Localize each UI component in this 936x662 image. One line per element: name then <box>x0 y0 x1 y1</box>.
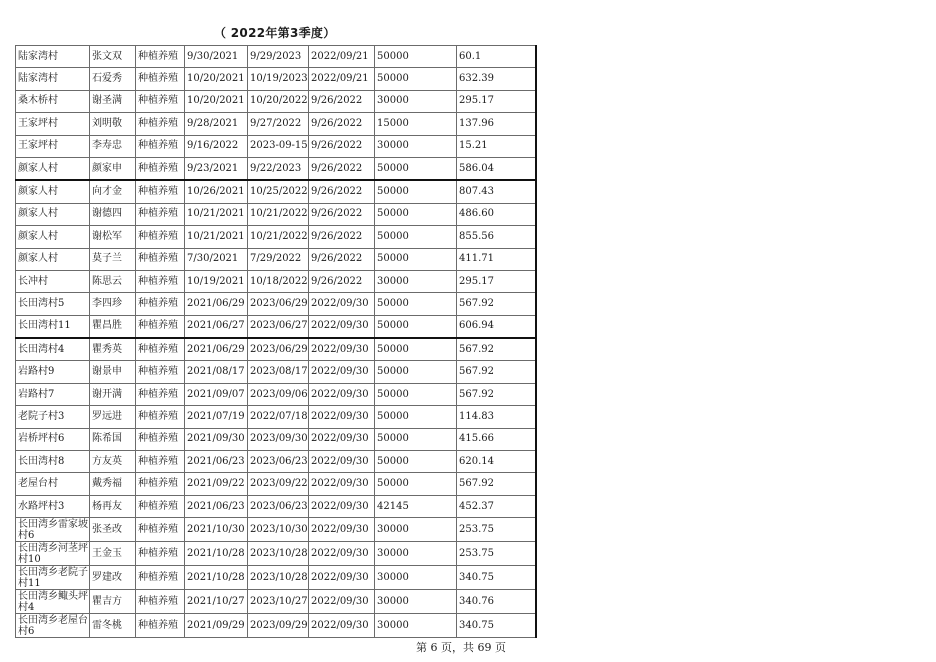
interest-cell: 586.04 <box>457 157 536 180</box>
interest-cell: 620.14 <box>457 451 536 473</box>
start-date-cell: 2021/09/22 <box>185 473 248 495</box>
table-row <box>16 68 536 90</box>
village-cell: 长田湾乡河茎坪村10 <box>16 542 90 566</box>
start-date-cell: 10/21/2021 <box>185 203 248 225</box>
table-row <box>16 157 536 180</box>
end-date-cell: 2023-09-15 <box>248 135 309 157</box>
interest-cell: 567.92 <box>457 383 536 405</box>
report-date-cell: 9/26/2022 <box>309 90 375 112</box>
table-row <box>16 473 536 495</box>
purpose-cell: 种植养殖 <box>136 338 185 361</box>
name-cell: 张文双 <box>90 46 136 68</box>
end-date-cell: 10/19/2023 <box>248 68 309 90</box>
village-cell: 颜家人村 <box>16 203 90 225</box>
amount-cell: 50000 <box>375 361 457 383</box>
start-date-cell: 9/28/2021 <box>185 113 248 135</box>
report-date-cell: 9/26/2022 <box>309 113 375 135</box>
purpose-cell: 种植养殖 <box>136 566 185 590</box>
village-cell: 颜家人村 <box>16 248 90 270</box>
interest-cell: 415.66 <box>457 428 536 450</box>
village-cell: 长田湾乡雷家坡村6 <box>16 518 90 542</box>
end-date-cell: 2023/09/30 <box>248 428 309 450</box>
start-date-cell: 2021/10/28 <box>185 542 248 566</box>
report-date-cell: 2022/09/30 <box>309 495 375 517</box>
end-date-cell: 2023/06/23 <box>248 451 309 473</box>
table-row <box>16 270 536 292</box>
report-date-cell: 9/26/2022 <box>309 226 375 248</box>
village-cell: 王家坪村 <box>16 135 90 157</box>
interest-cell: 486.60 <box>457 203 536 225</box>
table-row <box>16 180 536 203</box>
report-date-cell: 2022/09/30 <box>309 383 375 405</box>
report-date-cell: 2022/09/30 <box>309 406 375 428</box>
table-row <box>16 338 536 361</box>
end-date-cell: 10/18/2022 <box>248 270 309 292</box>
interest-cell: 567.92 <box>457 361 536 383</box>
interest-cell: 807.43 <box>457 180 536 203</box>
purpose-cell: 种植养殖 <box>136 157 185 180</box>
interest-cell: 60.1 <box>457 46 536 68</box>
start-date-cell: 10/19/2021 <box>185 270 248 292</box>
end-date-cell: 2023/10/28 <box>248 566 309 590</box>
purpose-cell: 种植养殖 <box>136 270 185 292</box>
end-date-cell: 2023/09/29 <box>248 614 309 638</box>
start-date-cell: 10/20/2021 <box>185 90 248 112</box>
interest-cell: 452.37 <box>457 495 536 517</box>
end-date-cell: 2023/09/22 <box>248 473 309 495</box>
purpose-cell: 种植养殖 <box>136 383 185 405</box>
interest-cell: 295.17 <box>457 90 536 112</box>
start-date-cell: 2021/06/29 <box>185 293 248 315</box>
start-date-cell: 2021/10/30 <box>185 518 248 542</box>
end-date-cell: 2023/06/23 <box>248 495 309 517</box>
report-date-cell: 2022/09/30 <box>309 566 375 590</box>
amount-cell: 30000 <box>375 542 457 566</box>
amount-cell: 50000 <box>375 473 457 495</box>
amount-cell: 50000 <box>375 428 457 450</box>
purpose-cell: 种植养殖 <box>136 248 185 270</box>
village-cell: 长田湾村4 <box>16 338 90 361</box>
village-cell: 老院子村3 <box>16 406 90 428</box>
interest-cell: 855.56 <box>457 226 536 248</box>
name-cell: 罗建改 <box>90 566 136 590</box>
table-row <box>16 451 536 473</box>
amount-cell: 30000 <box>375 614 457 638</box>
name-cell: 雷冬桃 <box>90 614 136 638</box>
report-date-cell: 2022/09/30 <box>309 473 375 495</box>
name-cell: 陈希国 <box>90 428 136 450</box>
amount-cell: 30000 <box>375 566 457 590</box>
table-row <box>16 203 536 225</box>
page-footer: 第 6 页，共 69 页 <box>416 641 506 654</box>
end-date-cell: 7/29/2022 <box>248 248 309 270</box>
purpose-cell: 种植养殖 <box>136 68 185 90</box>
loan-table <box>15 45 537 638</box>
interest-cell: 567.92 <box>457 293 536 315</box>
village-cell: 长田湾村11 <box>16 315 90 338</box>
name-cell: 瞿昌胜 <box>90 315 136 338</box>
start-date-cell: 2021/09/30 <box>185 428 248 450</box>
name-cell: 颜家申 <box>90 157 136 180</box>
village-cell: 颜家人村 <box>16 157 90 180</box>
purpose-cell: 种植养殖 <box>136 90 185 112</box>
amount-cell: 30000 <box>375 518 457 542</box>
table-row <box>16 113 536 135</box>
amount-cell: 30000 <box>375 135 457 157</box>
report-date-cell: 9/26/2022 <box>309 248 375 270</box>
report-date-cell: 9/26/2022 <box>309 157 375 180</box>
purpose-cell: 种植养殖 <box>136 451 185 473</box>
interest-cell: 567.92 <box>457 473 536 495</box>
start-date-cell: 2021/06/23 <box>185 495 248 517</box>
name-cell: 罗远进 <box>90 406 136 428</box>
end-date-cell: 2023/06/29 <box>248 293 309 315</box>
village-cell: 岩路村7 <box>16 383 90 405</box>
start-date-cell: 2021/10/27 <box>185 590 248 614</box>
start-date-cell: 10/26/2021 <box>185 180 248 203</box>
report-date-cell: 2022/09/30 <box>309 361 375 383</box>
report-date-cell: 2022/09/30 <box>309 518 375 542</box>
purpose-cell: 种植养殖 <box>136 293 185 315</box>
name-cell: 刘明敬 <box>90 113 136 135</box>
interest-cell: 253.75 <box>457 518 536 542</box>
table-row <box>16 135 536 157</box>
table-row <box>16 361 536 383</box>
purpose-cell: 种植养殖 <box>136 135 185 157</box>
start-date-cell: 9/23/2021 <box>185 157 248 180</box>
purpose-cell: 种植养殖 <box>136 180 185 203</box>
amount-cell: 50000 <box>375 451 457 473</box>
amount-cell: 50000 <box>375 203 457 225</box>
start-date-cell: 2021/09/07 <box>185 383 248 405</box>
village-cell: 长田湾乡鲰头坪村4 <box>16 590 90 614</box>
amount-cell: 50000 <box>375 383 457 405</box>
table-row <box>16 428 536 450</box>
purpose-cell: 种植养殖 <box>136 473 185 495</box>
purpose-cell: 种植养殖 <box>136 226 185 248</box>
table-row <box>16 248 536 270</box>
report-date-cell: 9/26/2022 <box>309 180 375 203</box>
end-date-cell: 2023/10/28 <box>248 542 309 566</box>
village-cell: 颜家人村 <box>16 226 90 248</box>
start-date-cell: 10/21/2021 <box>185 226 248 248</box>
name-cell: 石爱秀 <box>90 68 136 90</box>
end-date-cell: 9/27/2022 <box>248 113 309 135</box>
table-row <box>16 518 536 542</box>
table-row <box>16 293 536 315</box>
name-cell: 陈思云 <box>90 270 136 292</box>
amount-cell: 50000 <box>375 293 457 315</box>
purpose-cell: 种植养殖 <box>136 495 185 517</box>
table-row <box>16 90 536 112</box>
start-date-cell: 9/16/2022 <box>185 135 248 157</box>
name-cell: 戴秀福 <box>90 473 136 495</box>
village-cell: 桑木桥村 <box>16 90 90 112</box>
village-cell: 岩路村9 <box>16 361 90 383</box>
village-cell: 长田湾乡老屋台村6 <box>16 614 90 638</box>
end-date-cell: 9/22/2023 <box>248 157 309 180</box>
report-date-cell: 9/26/2022 <box>309 135 375 157</box>
table-row <box>16 614 536 638</box>
amount-cell: 15000 <box>375 113 457 135</box>
village-cell: 水路坪村3 <box>16 495 90 517</box>
report-date-cell: 9/26/2022 <box>309 270 375 292</box>
amount-cell: 50000 <box>375 68 457 90</box>
interest-cell: 253.75 <box>457 542 536 566</box>
amount-cell: 30000 <box>375 90 457 112</box>
start-date-cell: 2021/06/23 <box>185 451 248 473</box>
name-cell: 谢开满 <box>90 383 136 405</box>
amount-cell: 50000 <box>375 180 457 203</box>
start-date-cell: 2021/07/19 <box>185 406 248 428</box>
name-cell: 瞿吉方 <box>90 590 136 614</box>
name-cell: 莫子兰 <box>90 248 136 270</box>
interest-cell: 606.94 <box>457 315 536 338</box>
name-cell: 方友英 <box>90 451 136 473</box>
amount-cell: 50000 <box>375 226 457 248</box>
end-date-cell: 2023/10/27 <box>248 590 309 614</box>
name-cell: 李寿忠 <box>90 135 136 157</box>
interest-cell: 295.17 <box>457 270 536 292</box>
interest-cell: 340.75 <box>457 566 536 590</box>
report-date-cell: 2022/09/30 <box>309 542 375 566</box>
start-date-cell: 2021/06/29 <box>185 338 248 361</box>
purpose-cell: 种植养殖 <box>136 46 185 68</box>
name-cell: 谢松军 <box>90 226 136 248</box>
purpose-cell: 种植养殖 <box>136 315 185 338</box>
table-row <box>16 495 536 517</box>
purpose-cell: 种植养殖 <box>136 614 185 638</box>
village-cell: 岩桥坪村6 <box>16 428 90 450</box>
purpose-cell: 种植养殖 <box>136 518 185 542</box>
name-cell: 谢圣满 <box>90 90 136 112</box>
end-date-cell: 10/25/2022 <box>248 180 309 203</box>
name-cell: 谢德四 <box>90 203 136 225</box>
amount-cell: 50000 <box>375 406 457 428</box>
amount-cell: 30000 <box>375 270 457 292</box>
village-cell: 长冲村 <box>16 270 90 292</box>
amount-cell: 42145 <box>375 495 457 517</box>
village-cell: 王家坪村 <box>16 113 90 135</box>
name-cell: 向才金 <box>90 180 136 203</box>
name-cell: 李四珍 <box>90 293 136 315</box>
table-row <box>16 542 536 566</box>
report-date-cell: 2022/09/30 <box>309 590 375 614</box>
start-date-cell: 2021/08/17 <box>185 361 248 383</box>
start-date-cell: 2021/06/27 <box>185 315 248 338</box>
amount-cell: 50000 <box>375 157 457 180</box>
village-cell: 长田湾村5 <box>16 293 90 315</box>
amount-cell: 50000 <box>375 248 457 270</box>
end-date-cell: 10/21/2022 <box>248 203 309 225</box>
amount-cell: 50000 <box>375 46 457 68</box>
name-cell: 瞿秀英 <box>90 338 136 361</box>
end-date-cell: 2023/09/06 <box>248 383 309 405</box>
report-date-cell: 9/26/2022 <box>309 203 375 225</box>
name-cell: 张圣改 <box>90 518 136 542</box>
table-row <box>16 566 536 590</box>
interest-cell: 340.75 <box>457 614 536 638</box>
interest-cell: 340.76 <box>457 590 536 614</box>
table-row <box>16 590 536 614</box>
village-cell: 老屋台村 <box>16 473 90 495</box>
end-date-cell: 10/20/2022 <box>248 90 309 112</box>
table-row <box>16 383 536 405</box>
table-row <box>16 226 536 248</box>
report-date-cell: 2022/09/21 <box>309 68 375 90</box>
report-date-cell: 2022/09/30 <box>309 451 375 473</box>
end-date-cell: 2023/06/29 <box>248 338 309 361</box>
table-row <box>16 46 536 68</box>
start-date-cell: 10/20/2021 <box>185 68 248 90</box>
interest-cell: 632.39 <box>457 68 536 90</box>
end-date-cell: 2022/07/18 <box>248 406 309 428</box>
report-date-cell: 2022/09/30 <box>309 338 375 361</box>
village-cell: 陆家湾村 <box>16 46 90 68</box>
end-date-cell: 10/21/2022 <box>248 226 309 248</box>
village-cell: 颜家人村 <box>16 180 90 203</box>
report-date-cell: 2022/09/30 <box>309 293 375 315</box>
purpose-cell: 种植养殖 <box>136 542 185 566</box>
report-date-cell: 2022/09/21 <box>309 46 375 68</box>
end-date-cell: 9/29/2023 <box>248 46 309 68</box>
name-cell: 杨再友 <box>90 495 136 517</box>
start-date-cell: 2021/10/28 <box>185 566 248 590</box>
name-cell: 谢景申 <box>90 361 136 383</box>
interest-cell: 15.21 <box>457 135 536 157</box>
start-date-cell: 7/30/2021 <box>185 248 248 270</box>
start-date-cell: 9/30/2021 <box>185 46 248 68</box>
interest-cell: 114.83 <box>457 406 536 428</box>
end-date-cell: 2023/06/27 <box>248 315 309 338</box>
report-date-cell: 2022/09/30 <box>309 428 375 450</box>
name-cell: 王金玉 <box>90 542 136 566</box>
interest-cell: 137.96 <box>457 113 536 135</box>
end-date-cell: 2023/08/17 <box>248 361 309 383</box>
purpose-cell: 种植养殖 <box>136 361 185 383</box>
amount-cell: 50000 <box>375 338 457 361</box>
purpose-cell: 种植养殖 <box>136 203 185 225</box>
purpose-cell: 种植养殖 <box>136 406 185 428</box>
amount-cell: 30000 <box>375 590 457 614</box>
start-date-cell: 2021/09/29 <box>185 614 248 638</box>
village-cell: 长田湾乡老院子村11 <box>16 566 90 590</box>
purpose-cell: 种植养殖 <box>136 428 185 450</box>
interest-cell: 411.71 <box>457 248 536 270</box>
village-cell: 陆家湾村 <box>16 68 90 90</box>
interest-cell: 567.92 <box>457 338 536 361</box>
purpose-cell: 种植养殖 <box>136 590 185 614</box>
purpose-cell: 种植养殖 <box>136 113 185 135</box>
end-date-cell: 2023/10/30 <box>248 518 309 542</box>
report-date-cell: 2022/09/30 <box>309 614 375 638</box>
report-date-cell: 2022/09/30 <box>309 315 375 338</box>
table-row <box>16 406 536 428</box>
village-cell: 长田湾村8 <box>16 451 90 473</box>
amount-cell: 50000 <box>375 315 457 338</box>
report-title: （ 2022年第3季度） <box>214 26 336 40</box>
table-row <box>16 315 536 338</box>
